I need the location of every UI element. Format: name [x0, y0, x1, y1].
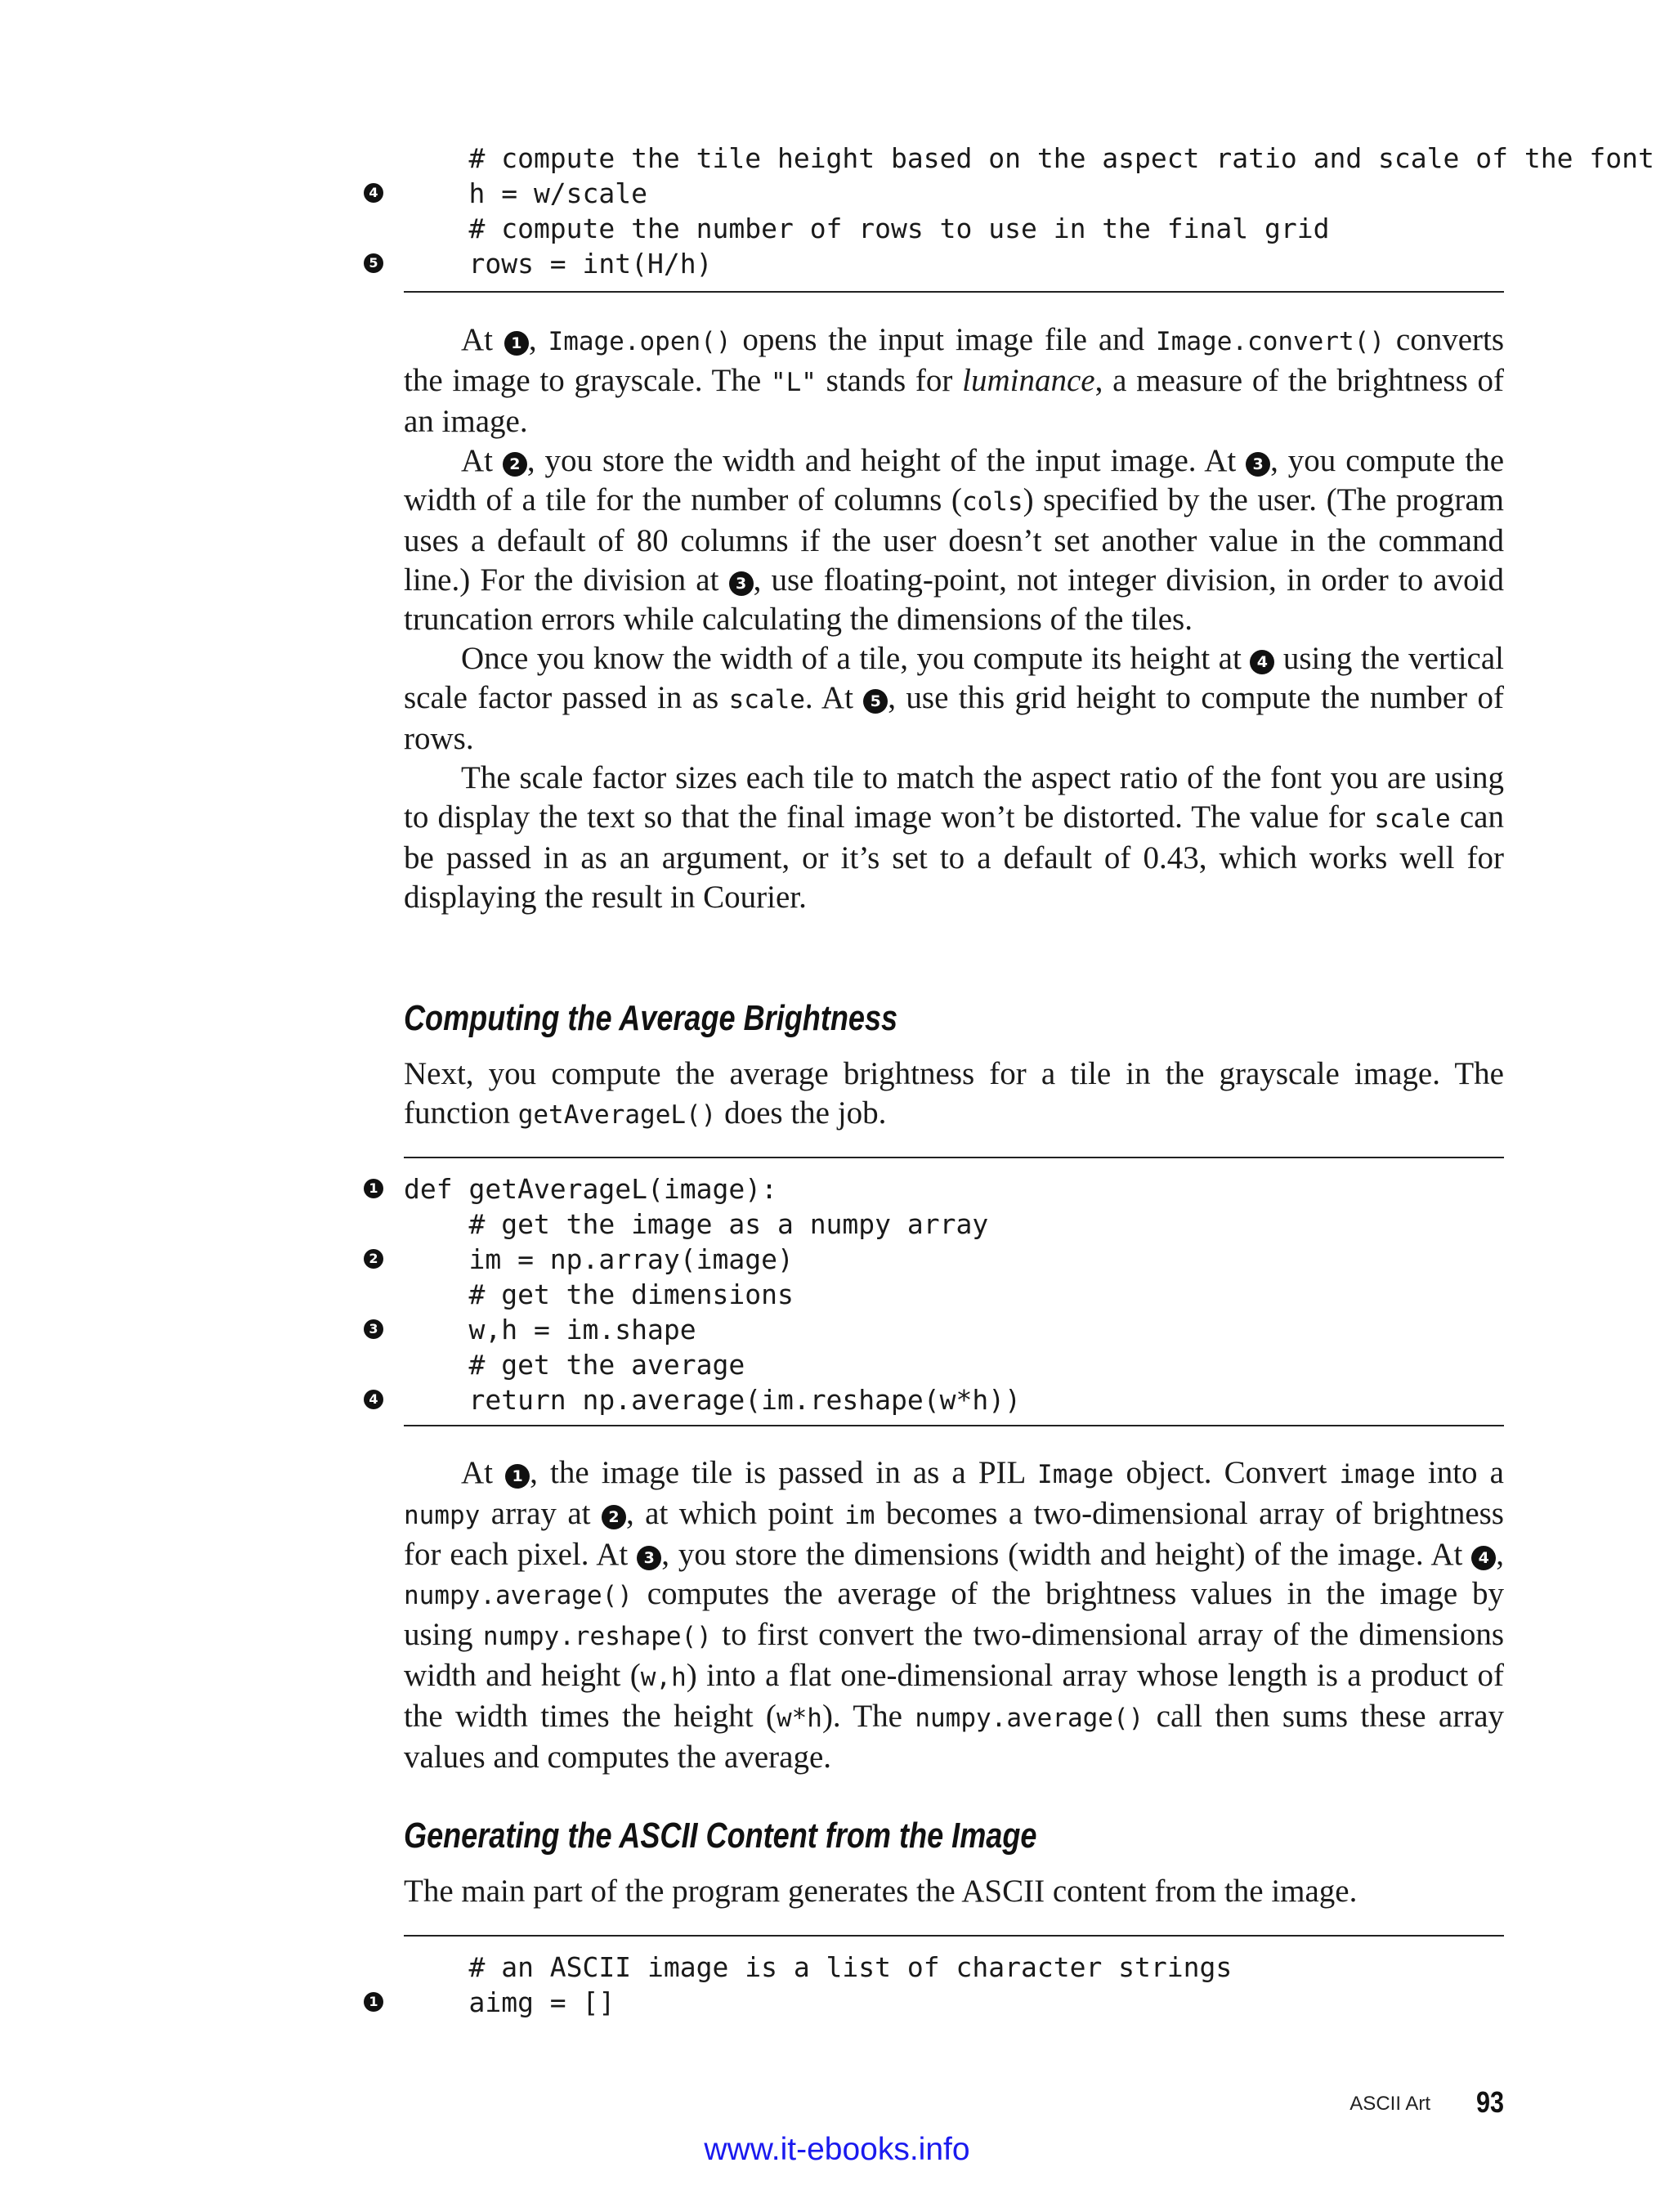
callout-4-icon: 4 — [1471, 1546, 1496, 1570]
code-line — [369, 1312, 1504, 1347]
code-text: im = np.array(image) — [404, 1243, 794, 1275]
callout-1-icon: 1 — [364, 1179, 383, 1198]
code-line — [369, 1382, 1504, 1417]
inline-code: image — [1339, 1460, 1416, 1489]
code-text: # get the image as a numpy array — [404, 1208, 989, 1240]
callout-3-icon: 3 — [1246, 452, 1270, 477]
callout-2-icon: 2 — [602, 1505, 626, 1529]
inline-code: im — [844, 1501, 875, 1530]
inline-code: w,h — [640, 1663, 687, 1692]
code-rule-bottom — [404, 1425, 1504, 1426]
code-line — [404, 211, 1504, 246]
inline-code: numpy — [404, 1501, 481, 1530]
explanation-text — [404, 320, 1504, 917]
callout-2-icon: 2 — [503, 452, 527, 477]
code-text: aimg = [] — [404, 1986, 615, 2018]
inline-code: getAverageL() — [517, 1100, 717, 1130]
inline-code: numpy.average() — [915, 1704, 1144, 1733]
code-line — [369, 246, 1504, 281]
code-text: # get the average — [404, 1349, 745, 1381]
callout-3-icon: 3 — [729, 571, 754, 596]
inline-code: numpy.average() — [404, 1581, 633, 1610]
inline-code: Image.open() — [548, 327, 732, 356]
running-footer-section: ASCII Art — [1349, 2093, 1430, 2115]
callout-1-icon: 1 — [505, 1464, 530, 1489]
inline-code: w*h — [776, 1704, 822, 1733]
inline-code: numpy.reshape() — [482, 1622, 712, 1651]
code-line — [369, 1242, 1504, 1277]
code-rule-top — [404, 1935, 1504, 1937]
callout-4-icon: 4 — [364, 1390, 383, 1409]
intro-average-text — [404, 1055, 1504, 1135]
code-block-ascii-list — [369, 1950, 1504, 2020]
paragraph-scale-factor: The scale factor sizes each tile to match the aspect ratio of the font you are using to display the text so that the final image won’t be distorted. The value for scale can be passed in as an argument, or it’s set to a default of 0.43, which works well for displaying the result in Courier. — [404, 760, 1504, 915]
code-text: return np.average(im.reshape(w*h)) — [404, 1384, 1021, 1416]
callout-5-icon: 5 — [863, 689, 888, 714]
callout-4-icon: 4 — [1250, 650, 1274, 674]
inline-code: scale — [728, 685, 805, 714]
code-line — [404, 1347, 1504, 1382]
inline-code: cols — [961, 487, 1023, 517]
code-text: w,h = im.shape — [404, 1314, 696, 1346]
code-block-get-average — [369, 1171, 1504, 1417]
paragraph-average-explained: At 1 , the image tile is passed in as a PIL Image object. Convert image into a numpy array at 2 , at which point im becomes a two-dimensional array of brightness for each pixel. At 3 , you store the dimensions (width and height) of the image. At 4 , numpy.average() computes the average of the brightness values in the image by using numpy.reshape() to first convert the two-dimensional array of the dimensions width and height (w,h) into a flat one-dimensional array whose length is a product of the width times the height (w*h). The numpy.average() call then sums these array values and computes the average. — [404, 1455, 1505, 1775]
intro-ascii-text — [404, 1872, 1504, 1911]
code-text: # get the dimensions — [404, 1278, 794, 1310]
inline-code: Image.convert() — [1156, 327, 1385, 356]
paragraph-tile-height: Once you know the width of a tile, you compute its height at 4 using the vertical scale factor passed in as scale. At 5 , use this grid height to compute the number of rows. — [404, 641, 1505, 756]
code-text: # compute the number of rows to use in the final grid — [404, 213, 1330, 244]
callout-3-icon: 3 — [364, 1319, 383, 1339]
callout-5-icon: 5 — [364, 253, 383, 273]
code-block-tile-height — [369, 141, 1654, 281]
code-line — [404, 1950, 1504, 1985]
paragraph-average-intro: Next, you compute the average brightness for a tile in the grayscale image. The function getAverageL() does the job. — [404, 1056, 1504, 1131]
code-line — [404, 141, 1654, 176]
paragraph-ascii-intro: The main part of the program generates the ASCII content from the image. — [404, 1874, 1358, 1909]
code-line — [404, 1277, 1504, 1312]
inline-code: scale — [1374, 804, 1451, 834]
callout-2-icon: 2 — [364, 1249, 383, 1269]
code-text: # an ASCII image is a list of character strings — [404, 1951, 1233, 1983]
watermark-link[interactable]: www.it-ebooks.info — [704, 2132, 970, 2167]
inline-code: Image — [1037, 1460, 1114, 1489]
inline-code: "L" — [770, 368, 817, 397]
code-line — [404, 1207, 1504, 1242]
emphasis-luminance: luminance — [962, 363, 1095, 398]
page-number: 93 — [1475, 2085, 1504, 2119]
paragraph-tile-width: At 2 , you store the width and height of the input image. At 3 , you compute the width of a tile for the number of columns (cols) specified by the user. (The program uses a default of 80 columns if the user doesn’t set another value in the command line.) For the division at 3 , use floating-point, not integer division, in order to avoid truncation errors while calculating the dimensions of the tiles. — [404, 443, 1505, 637]
callout-3-icon: 3 — [637, 1546, 661, 1570]
code-text: rows = int(H/h) — [404, 248, 713, 280]
code-line — [369, 1985, 1504, 2020]
callout-1-icon: 1 — [504, 331, 529, 356]
callout-1-icon: 1 — [364, 1992, 383, 2012]
explanation-average-text — [404, 1453, 1504, 1777]
paragraph-image-open: At 1 , Image.open() opens the input image file and Image.convert() converts the image to grayscale. The "L" stands for luminance, a measure of the brightness of an image. — [404, 322, 1505, 439]
code-rule-bottom — [404, 291, 1504, 293]
section-heading-average-brightness: Computing the Average Brightness — [404, 998, 898, 1038]
code-rule-top — [404, 1157, 1504, 1158]
callout-4-icon: 4 — [364, 183, 383, 203]
code-text: # compute the tile height based on the aspect ratio and scale of the font — [404, 142, 1654, 174]
code-text: def getAverageL(image): — [404, 1173, 777, 1205]
code-line — [369, 176, 1504, 211]
code-text: h = w/scale — [404, 177, 648, 209]
code-line — [369, 1171, 1504, 1207]
section-heading-ascii-content: Generating the ASCII Content from the Image — [404, 1816, 1037, 1856]
